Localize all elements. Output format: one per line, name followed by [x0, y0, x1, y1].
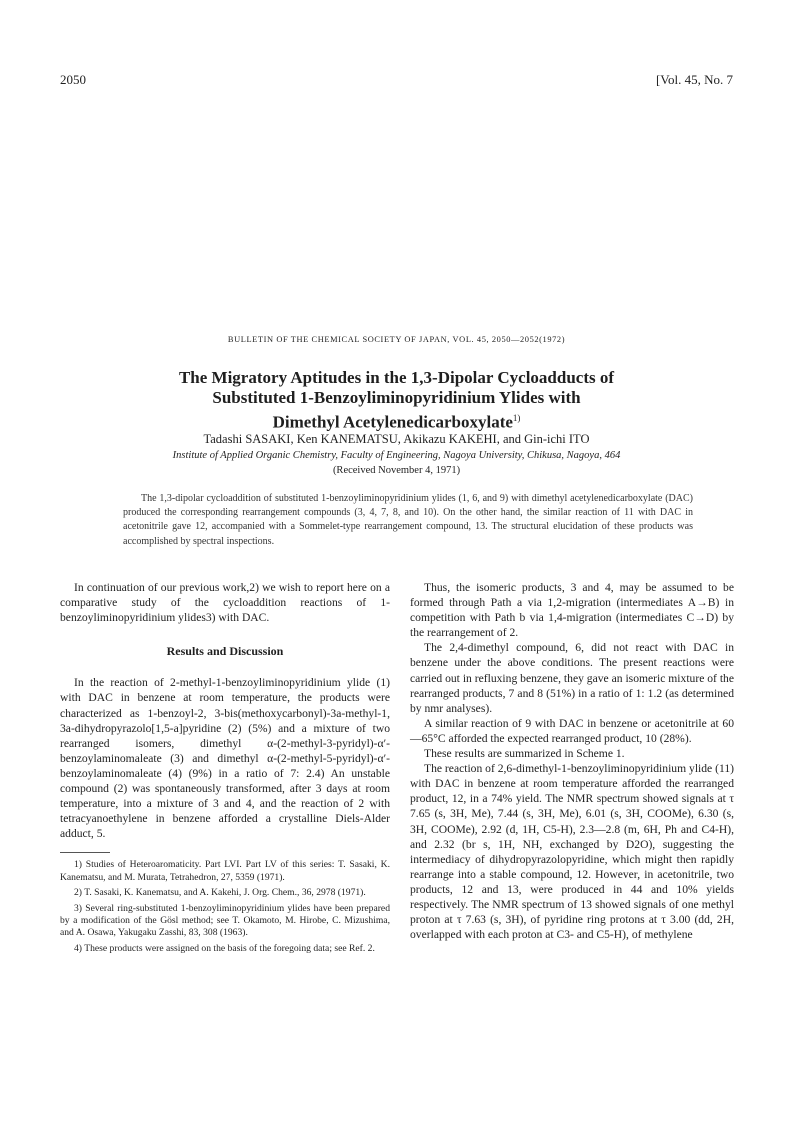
footnote-1: 1) Studies of Heteroaromaticity. Part LVI. Part LV of this series: T. Sasaki, K. Kanematsu, and M. Murata, Tetrahedron, 27, 5359 (1971). — [60, 859, 390, 883]
intro-paragraph: In continuation of our previous work,2) we wish to report here on a comparative study of the cycloaddition reactions of 1-benzoyliminopyridinium ylides3) with DAC. — [60, 581, 390, 625]
volume-issue: [Vol. 45, No. 7 — [655, 72, 733, 87]
title-footnote-mark: 1) — [512, 413, 521, 423]
body-paragraph: In the reaction of 2-methyl-1-benzoyliminopyridinium ylide (1) with DAC in benzene at room temperature, the products were characterized as 1-benzoyl-2, 3-bis(methoxycarbonyl)-3a-methyl-1, 3a-dihydropyrazolo[1,5-a]pyridine (2) (5%) and a mixture of two rearranged isomers, dimethyl α-(2-methyl-3-pyridyl)-α′-benzoylaminomaleate (3) and dimethyl α-(2-methyl-5-pyridyl)-α′-benzoylaminomaleate (4) (9%) in a ratio of 7: 2.4) An unstable compound (2) was spontaneously transformed, after 3 days at room temperature, into a mixture of 3 and 4, and the reaction of 2 with tetracyanoethylene in benzene afforded a crystalline Diels-Alder adduct, 5. — [60, 676, 390, 841]
left-column — [60, 580, 390, 955]
paper-title — [100, 368, 693, 433]
page-number: 2050 — [60, 72, 86, 87]
body-paragraph: A similar reaction of 9 with DAC in benzene or acetonitrile at 60—65°C afforded the expected rearranged product, 10 (28%). — [410, 716, 734, 745]
footnote-4: 4) These products were assigned on the basis of the foregoing data; see Ref. 2. — [74, 942, 375, 954]
body-paragraph: Thus, the isomeric products, 3 and 4, may be assumed to be formed through Path a via 1,2-migration (intermediates A→B) in competition with Path b via 1,4-migration (intermediates C→D) by the rearrangement of 2. — [410, 581, 734, 640]
body-paragraph: These results are summarized in Scheme 1. — [424, 747, 625, 761]
footnote-2: 2) T. Sasaki, K. Kanematsu, and A. Kakehi, J. Org. Chem., 36, 2978 (1971). — [74, 887, 366, 899]
received-date: (Received November 4, 1971) — [332, 465, 461, 476]
title-line-3 — [100, 408, 693, 433]
affiliation: Institute of Applied Organic Chemistry, Faculty of Engineering, Nagoya University, Chikusa, Nagoya, 464 — [172, 450, 621, 461]
title-line-2: Substituted 1-Benzoyliminopyridinium Ylides with — [212, 388, 581, 407]
title-line-1: The Migratory Aptitudes in the 1,3-Dipolar Cycloadducts of — [178, 368, 615, 387]
journal-citation: BULLETIN OF THE CHEMICAL SOCIETY OF JAPAN, VOL. 45, 2050—2052(1972) — [227, 335, 566, 344]
author-list: Tadashi SASAKI, Ken KANEMATSU, Akikazu KAKEHI, and Gin-ichi ITO — [203, 432, 590, 446]
right-column — [410, 580, 734, 942]
footnote-3: 3) Several ring-substituted 1-benzoyliminopyridinium ylides have been prepared by a modification of the Gösl method; see T. Okamoto, M. Hirobe, C. Mizushima, and A. Osawa, Yakugaku Zasshi, 83, 308 (1963). — [60, 902, 390, 939]
body-paragraph: The 2,4-dimethyl compound, 6, did not react with DAC in benzene under the above conditions. The present reactions were carried out in refluxing benzene, they gave an isomeric mixture of the rearranged products, 7 and 8 (51%) in a ratio of 1: 1.2 (as determined by nmr analyses). — [410, 641, 734, 715]
footnotes — [60, 859, 390, 955]
abstract: The 1,3-dipolar cycloaddition of substituted 1-benzoyliminopyridinium ylides (1, 6, and 9) with dimethyl acetylenedicarboxylate (DAC) produced the corresponding rearrangement compounds (3, 4, 7, 8, and 10). On the other hand, the similar reaction of 11 with DAC in acetonitrile gave 12, accompanied with a Sommelet-type rearrangement compound, 13. The structural elucidation of these products was accomplished by spectral inspections. — [123, 493, 693, 547]
section-heading: Results and Discussion — [166, 644, 284, 659]
title-line-3-text: Dimethyl Acetylenedicarboxylate — [272, 412, 513, 432]
body-paragraph: The reaction of 2,6-dimethyl-1-benzoyliminopyridinium ylide (11) with DAC in benzene at room temperature afforded the rearranged product, 12, in a 74% yield. The NMR spectrum showed signals at τ 7.65 (s, 3H, Me), 7.44 (s, 3H, Me), 6.01 (s, 3H, COOMe), 6.30 (s, 3H, COOMe), 2.92 (d, 1H, C5-H), 2.3—2.8 (m, 6H, Ph and C4-H), and 2.32 (br s, 1H, NH, exchanged by D2O), suggesting the intermediacy of dihydropyrazolopyridine, which might then rapidly rearrange into a stable compound, 12. However, in acetonitrile, two products, 12 and 13, were produced in 44 and 10% yields respectively. The NMR spectrum of 13 showed signals of one methyl proton at τ 7.63 (s, 3H), of pyridine ring protons at τ 3.00 (dd, 2H, overlapped with each proton at C3- and C5-H), of methylene — [410, 762, 734, 942]
footnote-divider — [60, 852, 110, 853]
